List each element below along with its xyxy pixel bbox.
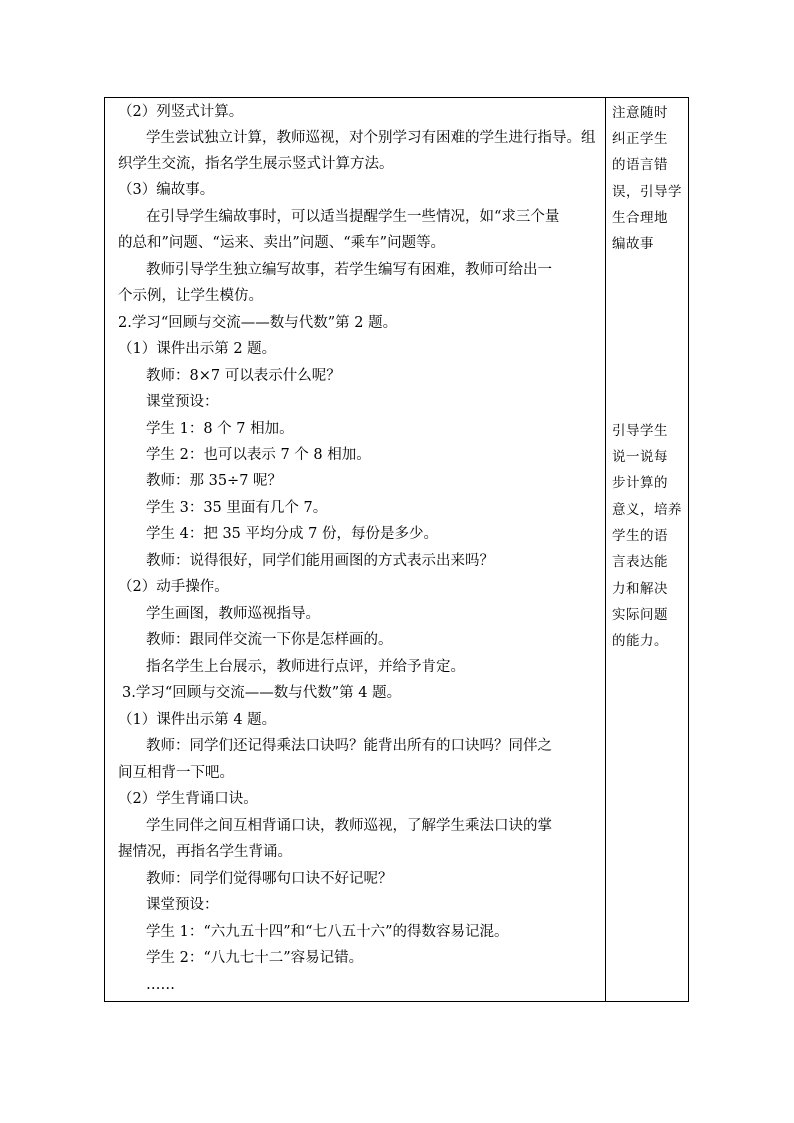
side-note-line: 引导学生: [612, 423, 668, 439]
text-line: 在引导学生编故事时，可以适当提醒学生一些情况，如“求三个量: [146, 209, 560, 225]
text-line: （2）动手操作。: [118, 579, 229, 595]
text-line: 课堂预设：: [146, 394, 219, 410]
side-note-line: 力和解决: [612, 581, 668, 597]
side-note-line: 步计算的: [612, 475, 668, 491]
side-note-line: 意义，培养: [612, 502, 682, 518]
side-note-line: 的语言错: [612, 157, 668, 173]
text-line: 织学生交流，指名学生展示竖式计算方法。: [118, 156, 394, 172]
side-note-line: 说一说每: [612, 449, 668, 465]
text-line: 学生 3：35 里面有几个 7。: [146, 500, 328, 516]
text-line: 学生画图，教师巡视指导。: [146, 606, 320, 622]
text-line: 教师：同学们觉得哪句口诀不好记呢？: [146, 871, 393, 887]
text-line: 间互相背一下吧。: [118, 765, 234, 781]
side-note-line: 纠正学生: [612, 131, 668, 147]
section-heading: 2.学习“回顾与交流——数与代数”第 2 题。: [118, 315, 398, 331]
text-line: 学生 1：“六九五十四”和“七八五十六”的得数容易记混。: [146, 924, 509, 940]
text-line: 教师引导学生独立编写故事，若学生编写有困难，教师可给出一: [146, 262, 552, 278]
side-note-line: 生合理地: [612, 210, 668, 226]
text-line: 学生 2：“八九七十二”容易记错。: [146, 950, 364, 966]
text-line: 学生 1：8 个 7 相加。: [146, 421, 294, 437]
side-note-line: 实际问题: [612, 607, 668, 623]
text-line: （3）编故事。: [118, 182, 215, 198]
text-line: 教师：那 35÷7 呢？: [146, 473, 283, 489]
text-line: 个示例，让学生模仿。: [118, 288, 263, 304]
side-note-line: 的能力。: [612, 633, 668, 649]
side-note-line: 学生的语: [612, 528, 668, 544]
text-line: （1）课件出示第 4 题。: [118, 712, 277, 728]
side-note-line: 误，引导学: [612, 184, 682, 200]
text-line: 教师：同学们还记得乘法口诀吗？能背出所有的口诀吗？同伴之: [146, 738, 552, 754]
text-line: 握情况，再指名学生背诵。: [118, 844, 292, 860]
text-line: 的总和”问题、“运来、卖出”问题、“乘车”问题等。: [118, 235, 446, 251]
text-line: 学生 4：把 35 平均分成 7 份，每份是多少。: [146, 526, 438, 542]
text-line: 学生同伴之间互相背诵口诀，教师巡视，了解学生乘法口诀的掌: [146, 818, 552, 834]
text-line: 教师：说得很好，同学们能用画图的方式表示出来吗？: [146, 553, 494, 569]
text-line: （2）学生背诵口诀。: [118, 791, 258, 807]
side-note-line: 言表达能: [612, 554, 668, 570]
text-line: 学生 2：也可以表示 7 个 8 相加。: [146, 447, 371, 463]
text-line: 课堂预设：: [146, 897, 219, 913]
side-note-line: 编故事: [612, 236, 654, 252]
text-line: （1）课件出示第 2 题。: [118, 341, 277, 357]
section-heading: 3.学习“回顾与交流——数与代数”第 4 题。: [122, 685, 402, 701]
text-line: 教师：跟同伴交流一下你是怎样画的。: [146, 632, 393, 648]
column-divider: [605, 97, 606, 1002]
text-line: 学生尝试独立计算，教师巡视，对个别学习有困难的学生进行指导。组: [146, 130, 596, 146]
text-line: （2）列竖式计算。: [118, 104, 244, 120]
text-line: 教师：8×7 可以表示什么呢？: [146, 368, 341, 384]
ellipsis: ……: [146, 977, 175, 993]
text-line: 指名学生上台展示，教师进行点评，并给予肯定。: [146, 659, 465, 675]
side-note-line: 注意随时: [612, 105, 668, 121]
